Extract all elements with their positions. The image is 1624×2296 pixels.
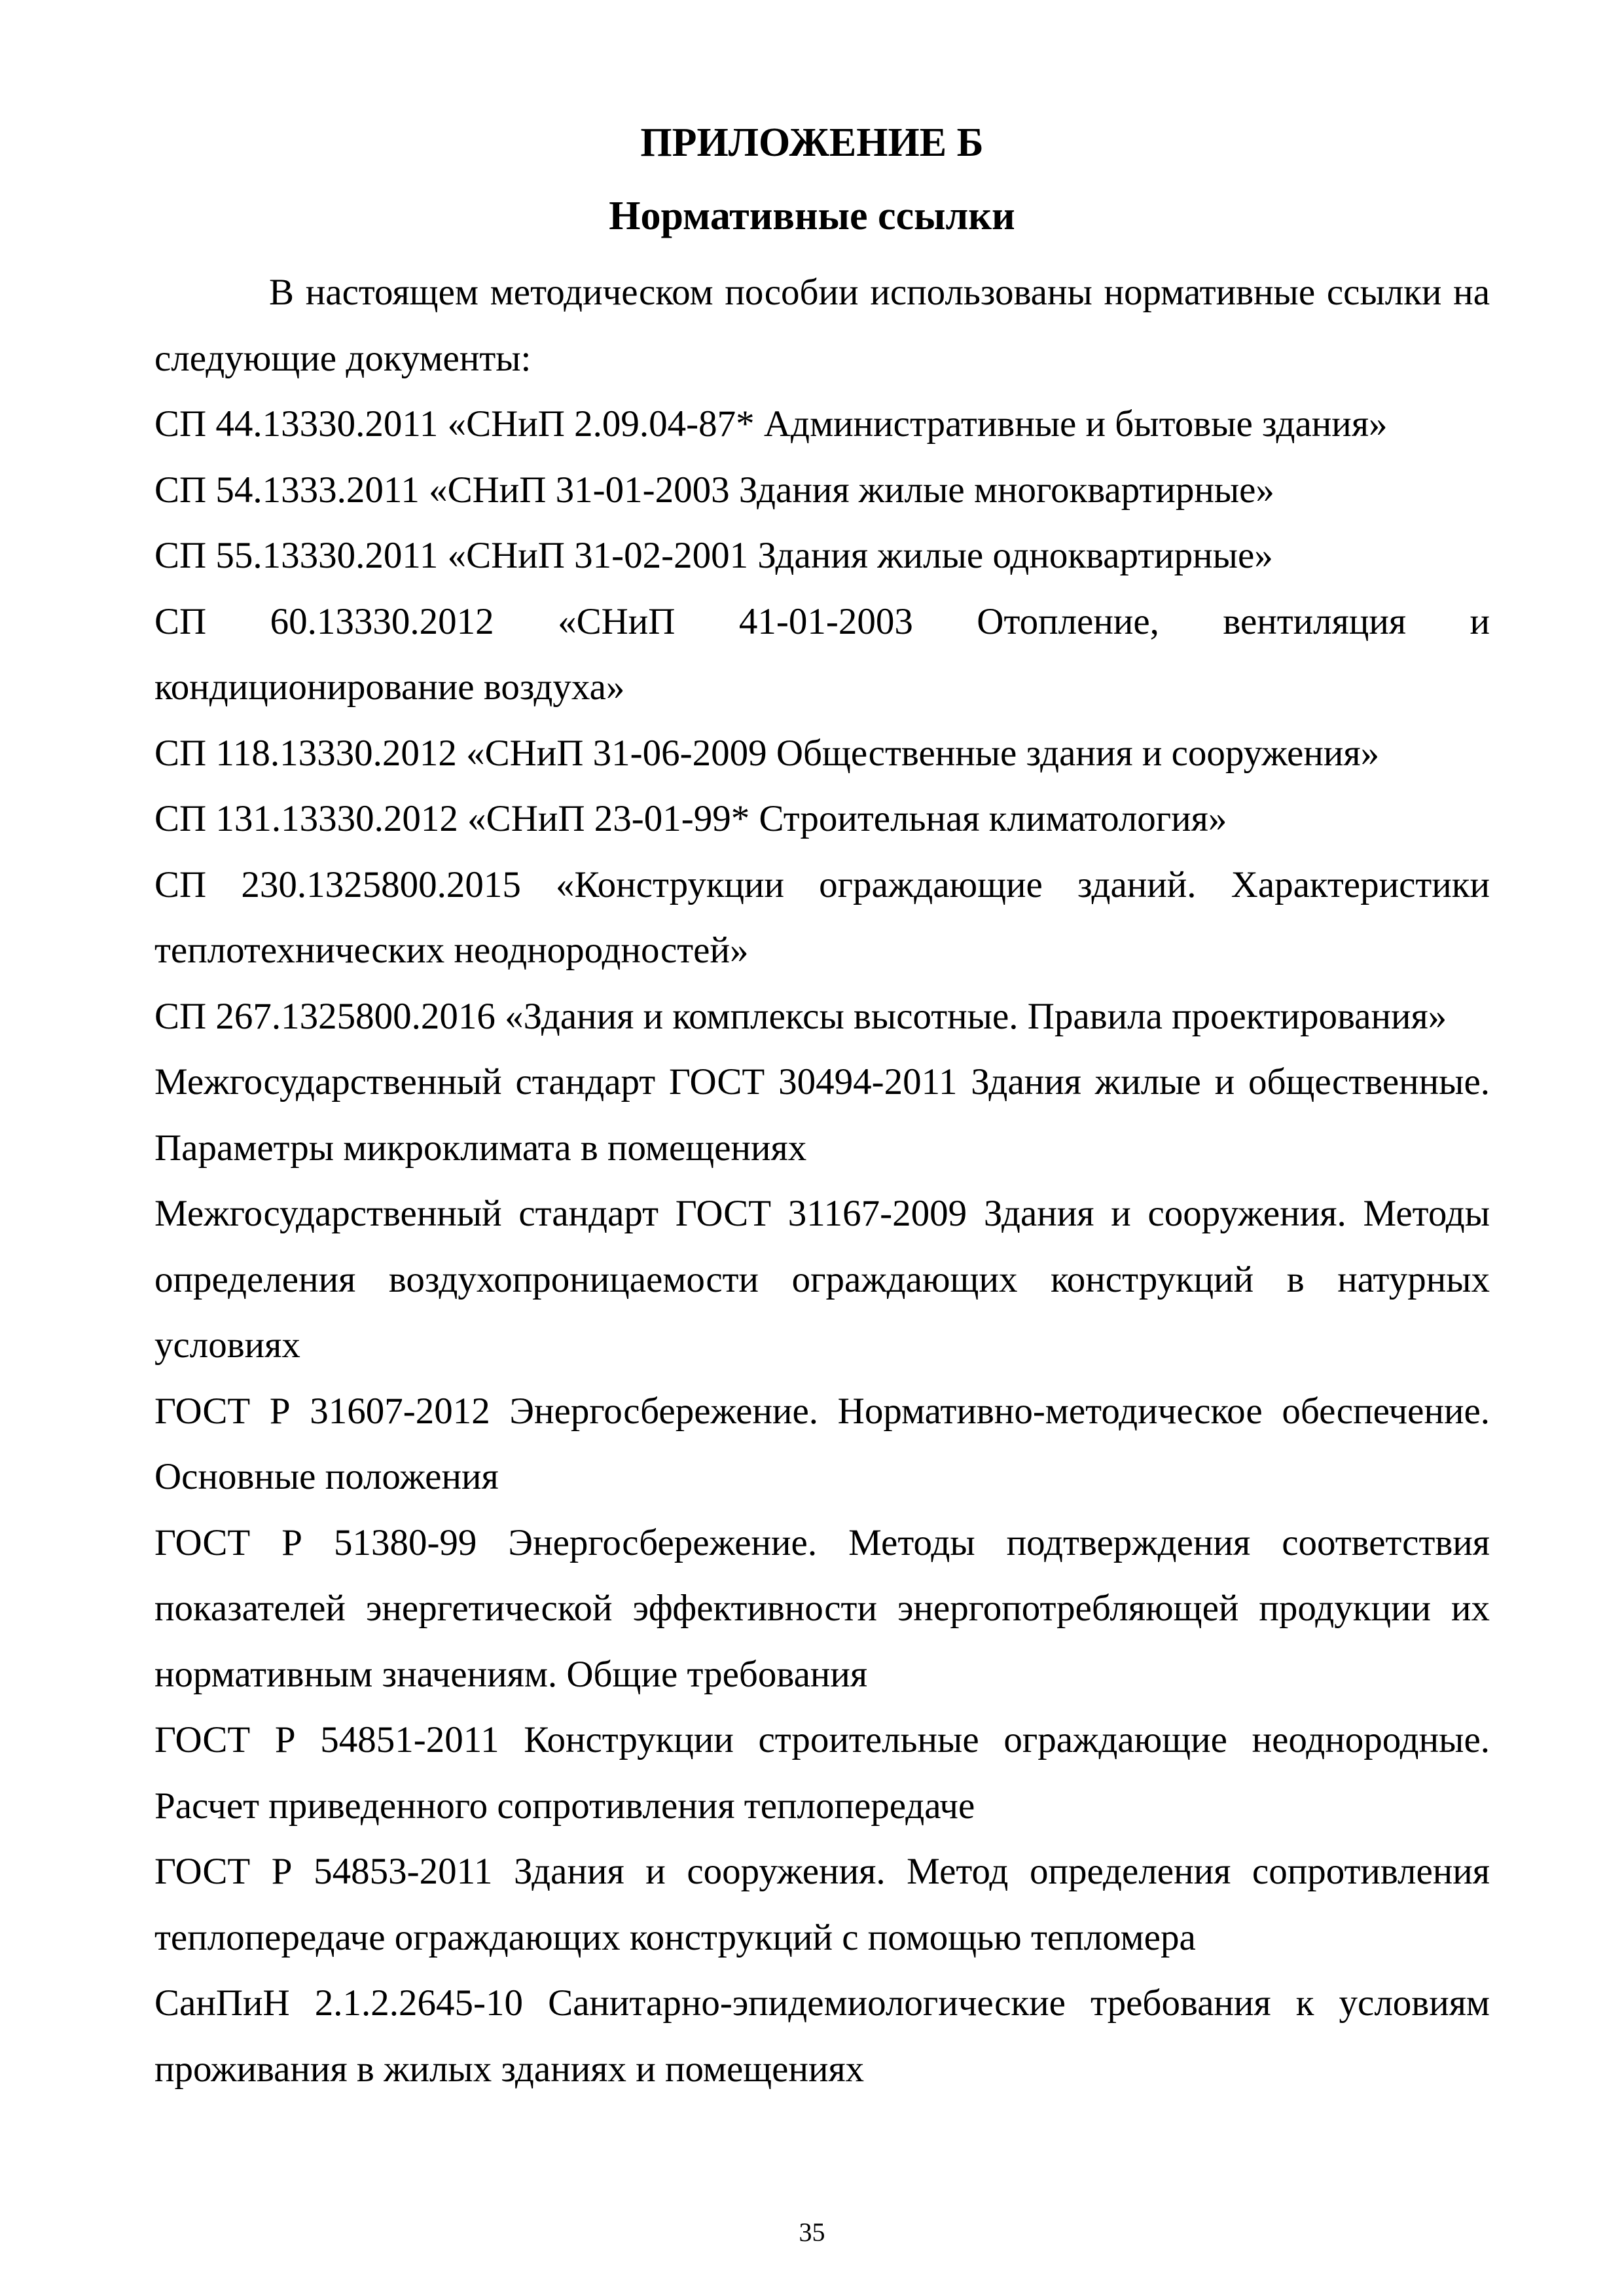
reference-item: ГОСТ Р 54851-2011 Конструкции строительные ограждающие неоднородные. Расчет приведенного сопротивления теплопередаче [154, 1719, 1490, 1827]
reference-item: СП 55.13330.2011 «СНиП 31-02-2001 Здания жилые одноквартирные» [154, 535, 1273, 576]
reference-item: ГОСТ Р 51380-99 Энергосбережение. Методы подтверждения соответствия показателей энергетической эффективности энергопотребляющей продукции их нормативным значениям. Общие требования [154, 1522, 1490, 1695]
reference-item: Межгосударственный стандарт ГОСТ 31167-2009 Здания и сооружения. Методы определения воздухопроницаемости ограждающих конструкций в натурных условиях [154, 1193, 1490, 1366]
reference-item: ГОСТ Р 31607-2012 Энергосбережение. Нормативно-методическое обеспечение. Основные положения [154, 1390, 1490, 1497]
reference-item: СП 267.1325800.2016 «Здания и комплексы высотные. Правила проектирования» [154, 995, 1447, 1037]
intro-paragraph: В настоящем методическом пособии использованы нормативные ссылки на следующие документы: [154, 272, 1490, 379]
reference-item: СанПиН 2.1.2.2645-10 Санитарно-эпидемиологические требования к условиям проживания в жилых зданиях и помещениях [154, 1982, 1490, 2090]
page-number: 35 [799, 2217, 825, 2247]
appendix-title: ПРИЛОЖЕНИЕ Б [640, 120, 984, 165]
document-body [154, 260, 1490, 2102]
reference-item: Межгосударственный стандарт ГОСТ 30494-2011 Здания жилые и общественные. Параметры микроклимата в помещениях [154, 1061, 1490, 1169]
reference-item: СП 44.13330.2011 «СНиП 2.09.04-87* Административные и бытовые здания» [154, 403, 1388, 445]
reference-item: СП 131.13330.2012 «СНиП 23-01-99* Строительная климатология» [154, 798, 1227, 839]
reference-item: СП 54.1333.2011 «СНиП 31-01-2003 Здания жилые многоквартирные» [154, 469, 1274, 511]
section-title: Нормативные ссылки [609, 194, 1015, 238]
reference-item: СП 118.13330.2012 «СНиП 31-06-2009 Общественные здания и сооружения» [154, 732, 1380, 774]
reference-item: СП 60.13330.2012 «СНиП 41-01-2003 Отопление, вентиляция и кондиционирование воздуха» [154, 600, 1490, 708]
reference-item: СП 230.1325800.2015 «Конструкции ограждающие зданий. Характеристики теплотехнических неоднородностей» [154, 864, 1490, 971]
reference-item: ГОСТ Р 54853-2011 Здания и сооружения. Метод определения сопротивления теплопередаче ограждающих конструкций с помощью тепломера [154, 1851, 1490, 1958]
